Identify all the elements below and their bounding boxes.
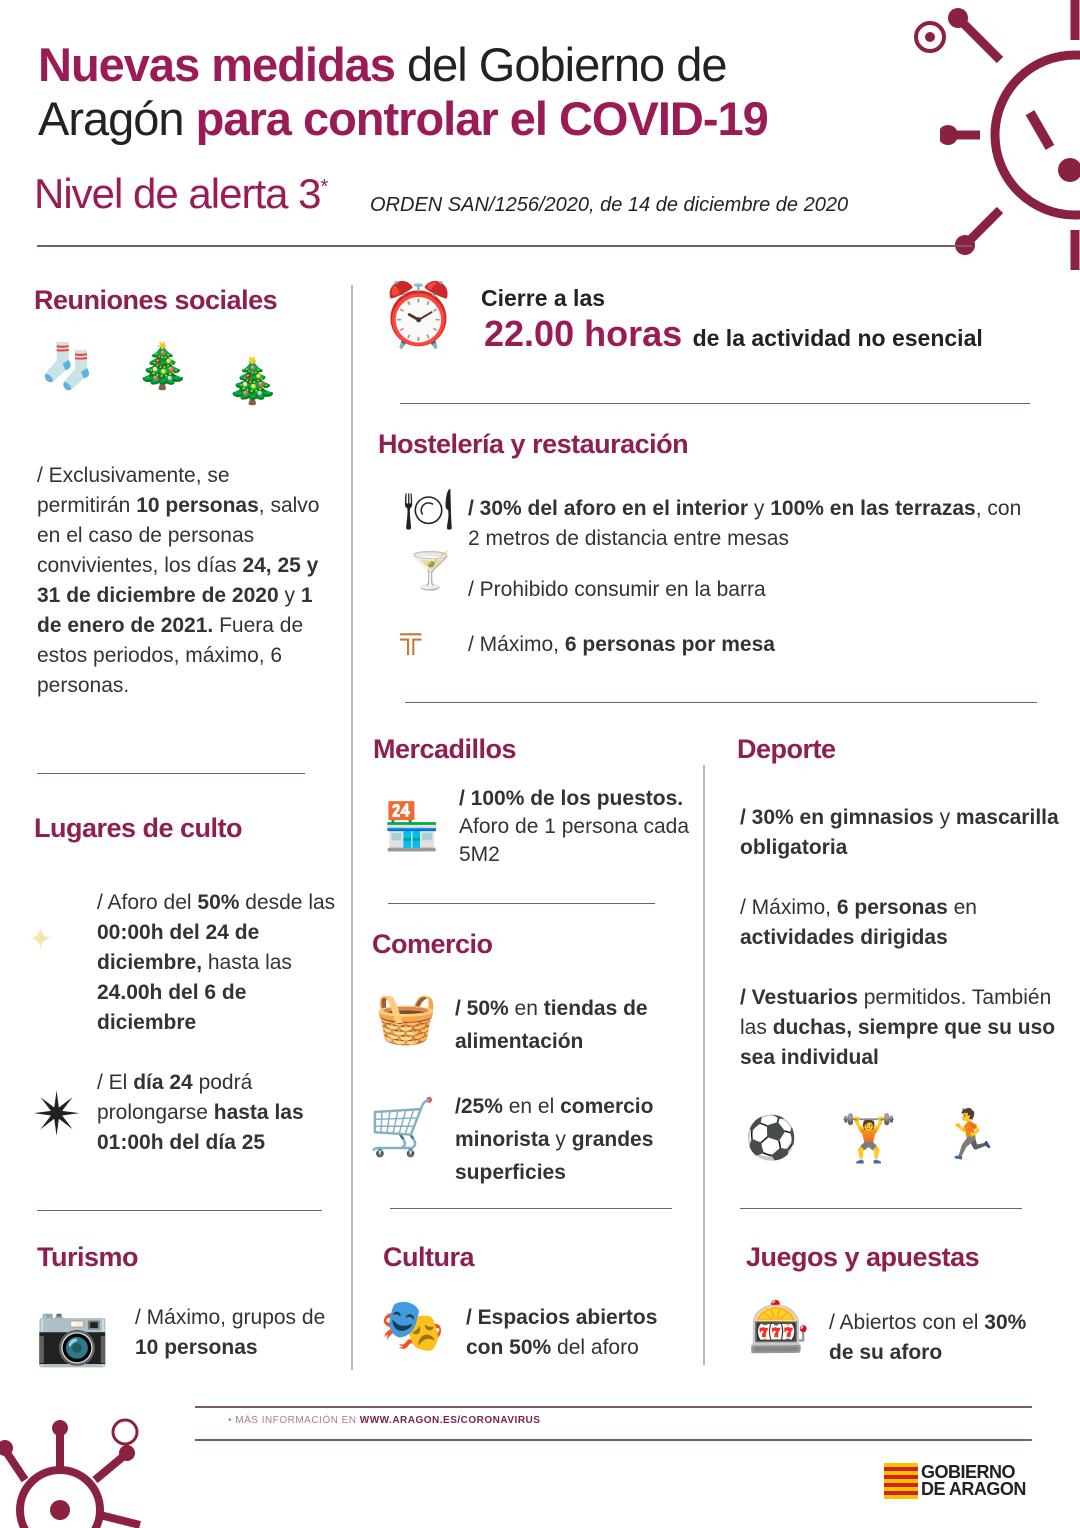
logo-text: GOBIERNO DE ARAGON: [921, 1462, 1026, 1499]
text-segment: / 100% de los puestos.: [459, 787, 684, 810]
text-segment: / El: [97, 1071, 134, 1094]
soccer-ball-icon: ⚽: [745, 1114, 798, 1161]
text-segment: 00:00h del 24 de diciembre,: [97, 921, 260, 974]
text-segment: actividades dirigidas: [740, 926, 948, 949]
text-segment: 50%: [197, 891, 240, 914]
alert-level: [34, 170, 327, 218]
culto-text-1: [97, 888, 347, 1038]
christmas-stocking-icon: 🧦: [40, 342, 95, 391]
food-basket-icon: 🧺: [375, 990, 438, 1046]
table-chairs-icon: ╦: [400, 620, 422, 653]
more-info: • MÁS INFORMACIÓN EN WWW.ARAGON.ES/CORONAVIRUS: [228, 1415, 541, 1426]
text-segment: duchas, siempre que su uso sea individual: [740, 1016, 1056, 1069]
text-segment: / 30% en gimnasios: [740, 806, 934, 829]
more-info-link[interactable]: WWW.ARAGON.ES/CORONAVIRUS: [359, 1415, 541, 1426]
text-segment: Aforo de 1 persona cada 5M2: [459, 815, 689, 866]
text-segment: / Vestuarios: [740, 986, 858, 1009]
small-virus-icon: [905, 12, 955, 62]
text-segment: hasta las: [202, 951, 292, 974]
text-segment: 1 de enero de 2021.: [37, 584, 313, 637]
ornament-icon: 🎄: [225, 357, 280, 406]
runner-icon: 🏃: [940, 1109, 1000, 1162]
cierre-rest: de la actividad no esencial: [692, 325, 983, 351]
juegos-text: [829, 1308, 1029, 1368]
text-segment: día 24: [133, 1071, 193, 1094]
text-segment: permitidos. También las: [740, 986, 1052, 1039]
more-info-label: MÁS INFORMACIÓN EN: [235, 1415, 360, 1426]
sparkle-icon: ✦: [28, 923, 54, 956]
text-segment: Nuevas medidas: [38, 38, 395, 91]
text-segment: / Prohibido consumir en la barra: [468, 578, 766, 601]
text-segment: / Máximo,: [740, 896, 837, 919]
text-segment: 10 personas: [135, 1336, 258, 1359]
camera-icon: 📷: [35, 1301, 110, 1368]
text-segment: grandes superficies: [455, 1128, 654, 1184]
theater-masks-icon: 🎭: [380, 1297, 445, 1355]
text-segment: , con 2 metros de distancia entre mesas: [468, 497, 1022, 550]
text-segment: y: [278, 584, 301, 607]
text-segment: tiendas de alimentación: [455, 997, 648, 1053]
comercio-item-2: [455, 1090, 700, 1189]
text-segment: 6 personas: [836, 896, 948, 919]
mercadillos-text: [459, 785, 689, 869]
section-title-culto: Lugares de culto: [34, 813, 243, 843]
text-segment: /25%: [455, 1095, 503, 1118]
divider: [405, 702, 1037, 703]
text-segment: para controlar el COVID-19: [195, 92, 768, 145]
text-segment: Fuera de estos periodos, máximo, 6 personas.: [37, 614, 304, 697]
gobierno-aragon-logo: [884, 1463, 1041, 1499]
text-segment: / Máximo, grupos de: [135, 1306, 326, 1329]
culto-text-2: [97, 1068, 337, 1158]
divider: [400, 403, 1030, 404]
section-title-hosteleria: Hostelería y restauración: [378, 429, 689, 459]
section-title-cultura: Cultura: [383, 1242, 474, 1272]
alert-level-text: Nivel de alerta 3: [34, 170, 321, 217]
aragon-flag-icon: [884, 1463, 918, 1499]
weightlifter-icon: 🏋: [840, 1112, 898, 1164]
text-segment: 24, 25 y 31 de diciembre de 2020: [37, 554, 319, 607]
divider: [37, 245, 972, 247]
column-divider: [703, 765, 705, 1365]
order-reference: ORDEN SAN/1256/2020, de 14 de diciembre de 2020: [370, 194, 849, 216]
virus-icon: [0, 1410, 150, 1528]
divider: [37, 1210, 322, 1211]
text-segment: / 50%: [455, 997, 509, 1020]
cocktail-icon: 🍸: [408, 550, 453, 591]
text-segment: / Espacios abiertos con 50%: [466, 1306, 658, 1359]
text-segment: / Abiertos con el: [829, 1311, 985, 1334]
text-segment: en: [508, 997, 544, 1020]
hosteleria-item-1: [468, 494, 1038, 554]
deporte-item-1: [740, 803, 1060, 863]
star-icon: ✴: [32, 1081, 83, 1148]
cierre-label: Cierre a las: [481, 285, 606, 311]
cierre-time: [484, 313, 983, 355]
section-title-comercio: Comercio: [372, 929, 493, 959]
text-segment: 24.00h del 6 de diciembre: [97, 981, 247, 1034]
text-segment: Aragón: [38, 92, 196, 145]
hosteleria-item-3: [468, 630, 775, 660]
market-stall-icon: 🏪: [383, 800, 441, 852]
text-segment: / Aforo del: [97, 891, 198, 914]
text-segment: hasta las 01:00h del día 25: [97, 1101, 304, 1154]
text-segment: 100% en las terrazas: [770, 497, 976, 520]
column-divider: [351, 285, 353, 1370]
text-segment: del aforo: [551, 1336, 639, 1359]
page-title-line1: [38, 38, 726, 92]
section-title-mercadillos: Mercadillos: [373, 734, 517, 764]
text-segment: en: [947, 896, 977, 919]
hosteleria-item-2: [468, 575, 766, 605]
deporte-item-3: [740, 983, 1060, 1073]
text-segment: mascarilla obligatoria: [740, 806, 1059, 859]
comercio-item-1: [455, 992, 695, 1058]
poker-chips-icon: 🎰: [748, 1299, 811, 1355]
text-segment: y: [549, 1128, 572, 1151]
text-segment: / Exclusivamente, se permitirán: [37, 464, 230, 517]
divider: [37, 773, 305, 774]
divider: [740, 1208, 1022, 1209]
christmas-tree-icon: 🎄: [135, 342, 190, 391]
shopping-cart-icon: 🛒: [368, 1096, 437, 1158]
text-segment: del Gobierno de: [394, 38, 727, 91]
text-segment: comercio minorista: [455, 1095, 654, 1151]
divider: [195, 1439, 1032, 1441]
text-segment: en el: [502, 1095, 561, 1118]
cultura-text: [466, 1303, 696, 1363]
text-segment: 10 personas: [136, 494, 259, 517]
text-segment: y: [748, 497, 771, 520]
text-segment: 6 personas por mesa: [564, 633, 775, 656]
text-segment: / 30% del aforo en el interior: [468, 497, 749, 520]
cierre-hour: 22.00 horas: [484, 313, 683, 354]
alarm-clock-icon: ⏰: [380, 281, 458, 350]
section-title-juegos: Juegos y apuestas: [746, 1242, 980, 1272]
reuniones-text: [37, 461, 322, 701]
section-title-deporte: Deporte: [737, 734, 836, 764]
alert-footnote-mark: *: [320, 176, 328, 198]
turismo-text: [135, 1303, 335, 1363]
virus-icon: [940, 0, 1080, 270]
section-title-turismo: Turismo: [37, 1242, 139, 1272]
text-segment: , salvo en el caso de personas convivientes, los días: [37, 494, 320, 577]
deporte-item-2: [740, 893, 1060, 953]
text-segment: podrá prolongarse: [97, 1071, 253, 1124]
text-segment: desde las: [239, 891, 336, 914]
text-segment: / Máximo,: [468, 633, 565, 656]
divider: [388, 903, 655, 904]
cloche-icon: 🍽: [403, 488, 454, 532]
text-segment: y: [933, 806, 956, 829]
page-title-line2: [38, 92, 768, 146]
divider: [195, 1406, 1032, 1408]
text-segment: 30% de su aforo: [829, 1311, 1027, 1364]
divider: [390, 1208, 672, 1209]
section-title-reuniones: Reuniones sociales: [34, 285, 278, 315]
